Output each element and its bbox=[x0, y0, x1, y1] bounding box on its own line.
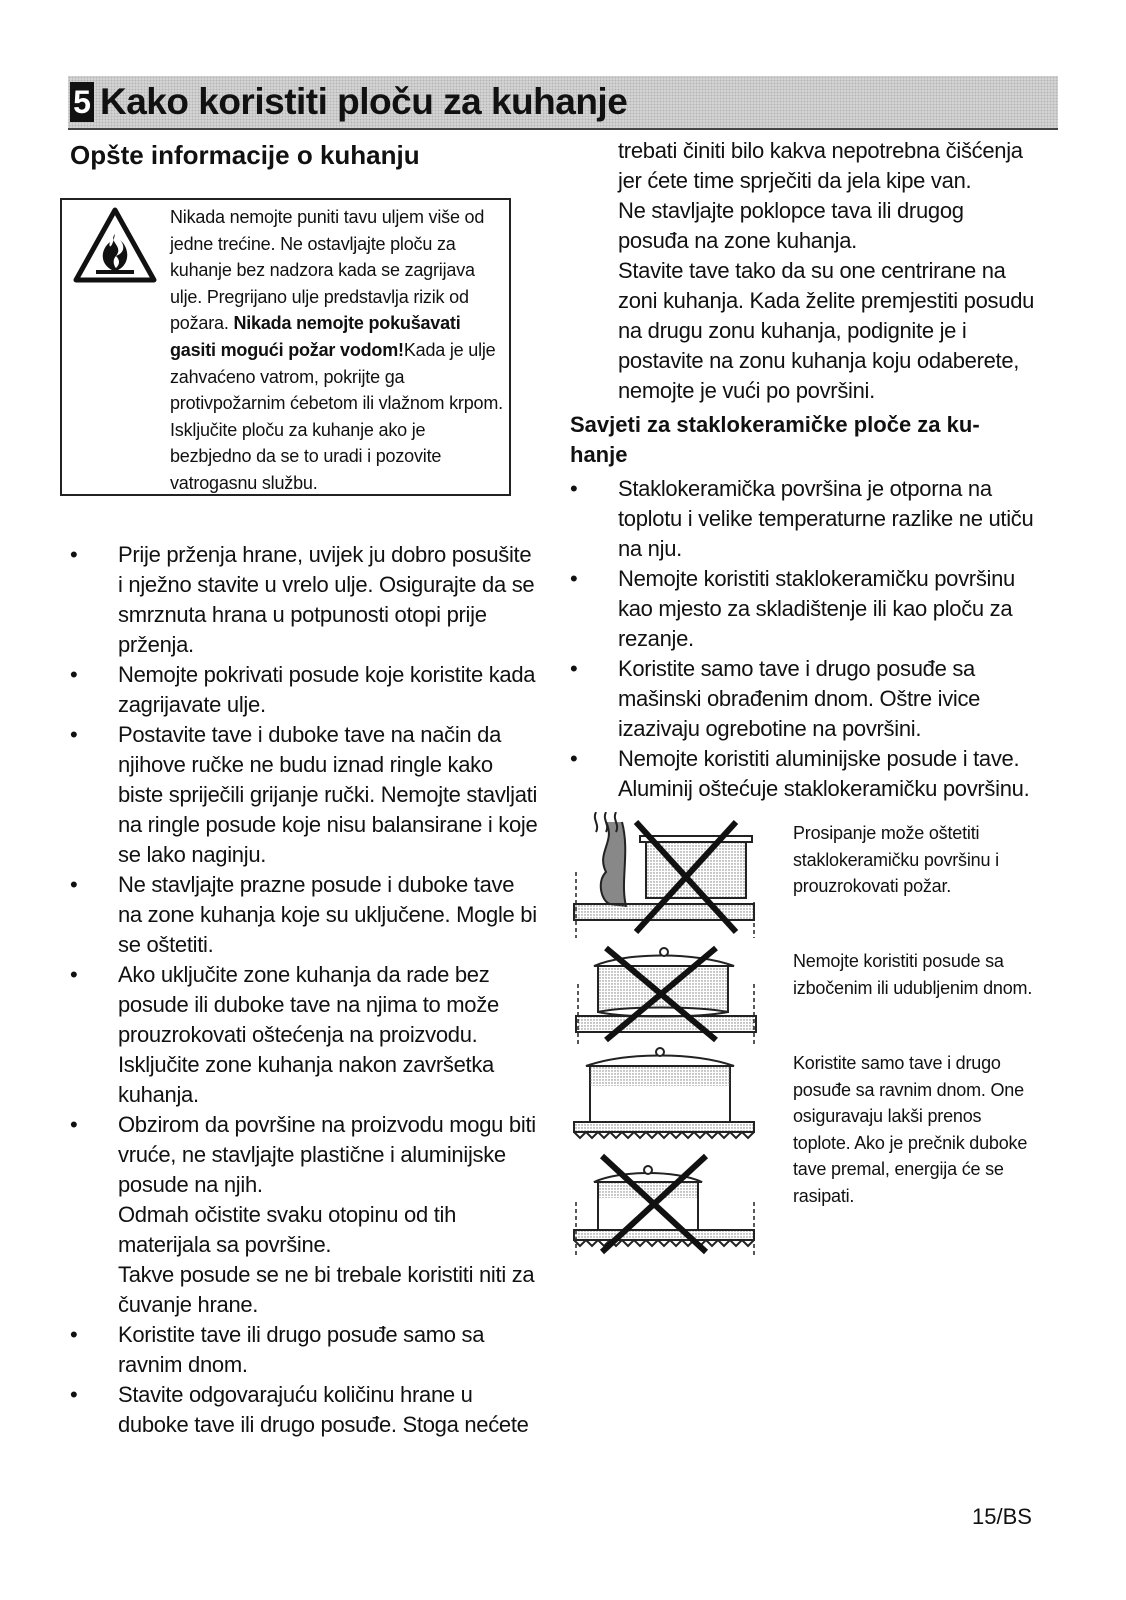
bullet: • bbox=[570, 656, 578, 681]
list-item-extra: Takve posude se ne bi trebale koristiti niti za čuvanje hrane. bbox=[118, 1262, 535, 1317]
section-title: Opšte informacije o kuhanju bbox=[70, 140, 420, 170]
warning-text-1: Nikada nemojte puniti tavu uljem više od jedne trećine. Ne ostavljajte ploču za kuhanje bez nadzora kada se zagrijava ulje. Pregrijano ulje predstavlja rizik od požara. bbox=[170, 207, 485, 334]
list-item-text: Obzirom da površine na proizvodu mogu biti vruće, ne stavljajte plastične i aluminijske posude na njih. bbox=[118, 1112, 536, 1197]
bullet: • bbox=[70, 1112, 78, 1137]
list-item-text: Ako uključite zone kuhanja da rade bez posude ili duboke tave na njima to može prouzrokovati oštećenja na proizvodu. Isključite zone kuhanja nakon završetka kuhanja. bbox=[118, 962, 499, 1107]
warning-text-2: Kada je ulje zahvaćeno vatrom, pokrijte ga protivpožarnim ćebetom ili vlažnom krpom. Isključite ploču za kuhanje ako je bezbjedno da se to uradi i pozovite vatrogasnu službu. bbox=[170, 339, 503, 493]
bullet: • bbox=[570, 746, 578, 771]
warning-text bbox=[170, 204, 506, 497]
fire-warning-box bbox=[60, 198, 511, 496]
list-item bbox=[70, 1110, 540, 1320]
chapter-title: Kako koristiti ploču za kuhanje bbox=[100, 81, 628, 122]
list-item bbox=[70, 1380, 540, 1440]
caption-flat: Koristite samo tave i drugo posuđe sa ravnim dnom. One osiguravaju lakši prenos toplote. Ako je prečnik duboke tave premal, energija će se rasipati. bbox=[793, 1053, 1028, 1206]
list-item-extra: Odmah očistite svaku otopinu od tih materijala sa površine. bbox=[118, 1202, 457, 1257]
list-item-text: Koristite samo tave i drugo posuđe sa mašinski obrađenim dnom. Oštre ivice izazivaju ogrebotine na površini. bbox=[618, 656, 981, 741]
list-item-text: Nemojte koristiti staklokeramičku površinu kao mjesto za skladištenje ili kao ploču za rezanje. bbox=[618, 566, 1015, 651]
list-item bbox=[70, 540, 540, 660]
list-item bbox=[70, 870, 540, 960]
list-item-text: Postavite tave i duboke tave na način da njihove ručke ne budu iznad ringle kako biste spriječili grijanje ručki. Nemojte stavljati na ringle posude koje nisu balansirane i koje se lako naginju. bbox=[118, 722, 538, 867]
paragraph: Stavite tave tako da su one centrirane na zoni kuhanja. Kada želite premjestiti posudu na drugu zonu kuhanja, podignite je i postavite na zonu kuhanja koju odaberete, nemojte je vući po površini. bbox=[618, 258, 1035, 403]
caption-spill: Prosipanje može oštetiti staklokeramičku površinu i prouzrokovati požar. bbox=[793, 823, 999, 896]
list-item bbox=[570, 474, 1040, 564]
list-item-text: Stavite odgovarajuću količinu hrane u duboke tave ili drugo posuđe. Stoga nećete bbox=[118, 1382, 529, 1437]
paragraph: Ne stavljajte poklopce tava ili drugog posuđa na zone kuhanja. bbox=[618, 198, 964, 253]
caption-warped: Nemojte koristiti posude sa izbočenim ili udubljenim dnom. bbox=[793, 951, 1033, 998]
bullet: • bbox=[570, 476, 578, 501]
continued-text bbox=[618, 136, 1038, 406]
fire-warning-icon bbox=[72, 206, 158, 286]
list-item bbox=[570, 654, 1040, 744]
chapter-number: 5 bbox=[70, 82, 94, 122]
right-bullet-list bbox=[570, 474, 1040, 804]
list-item bbox=[70, 660, 540, 720]
list-item-text: Ne stavljajte prazne posude i duboke tave na zone kuhanja koje su uključene. Mogle bi se oštetiti. bbox=[118, 872, 537, 957]
paragraph: trebati činiti bilo kakva nepotrebna čišćenja jer ćete time sprječiti da jela kipe van. bbox=[618, 138, 1023, 193]
list-item bbox=[570, 744, 1040, 804]
list-item bbox=[70, 960, 540, 1110]
list-item-text: Staklokeramička površina je otporna na toplotu i velike temperaturne razlike ne utiču na nju. bbox=[618, 476, 1034, 561]
left-bullet-list bbox=[70, 540, 540, 1440]
bullet: • bbox=[570, 566, 578, 591]
subsection-title: Savjeti za staklokeramičke ploče za ku-hanje bbox=[570, 412, 980, 467]
bullet: • bbox=[70, 962, 78, 987]
warped-pot-illustration bbox=[566, 944, 766, 1044]
list-item bbox=[570, 564, 1040, 654]
page-number: 15/BS bbox=[972, 1504, 1032, 1529]
spill-pot-illustration bbox=[566, 812, 766, 944]
list-item-text: Nemojte koristiti aluminijske posude i tave. Aluminij oštećuje staklokeramičku površinu. bbox=[618, 746, 1030, 801]
bullet: • bbox=[70, 662, 78, 687]
list-item bbox=[70, 720, 540, 870]
small-pot-illustration bbox=[566, 1152, 766, 1262]
bullet: • bbox=[70, 1382, 78, 1407]
warning-text-bold: Nikada nemojte pokušavati gasiti mogući požar vodom! bbox=[170, 313, 461, 360]
list-item-text: Koristite tave ili drugo posuđe samo sa ravnim dnom. bbox=[118, 1322, 485, 1377]
flat-pot-illustration bbox=[566, 1046, 766, 1146]
list-item-text: Nemojte pokrivati posude koje koristite kada zagrijavate ulje. bbox=[118, 662, 536, 717]
chapter-banner bbox=[68, 76, 1058, 130]
list-item bbox=[70, 1320, 540, 1380]
bullet: • bbox=[70, 542, 78, 567]
bullet: • bbox=[70, 722, 78, 747]
bullet: • bbox=[70, 872, 78, 897]
list-item-text: Prije prženja hrane, uvijek ju dobro posušite i nježno stavite u vrelo ulje. Osigurajte da se smrznuta hrana u potpunosti otopi prije prženja. bbox=[118, 542, 535, 657]
bullet: • bbox=[70, 1322, 78, 1347]
